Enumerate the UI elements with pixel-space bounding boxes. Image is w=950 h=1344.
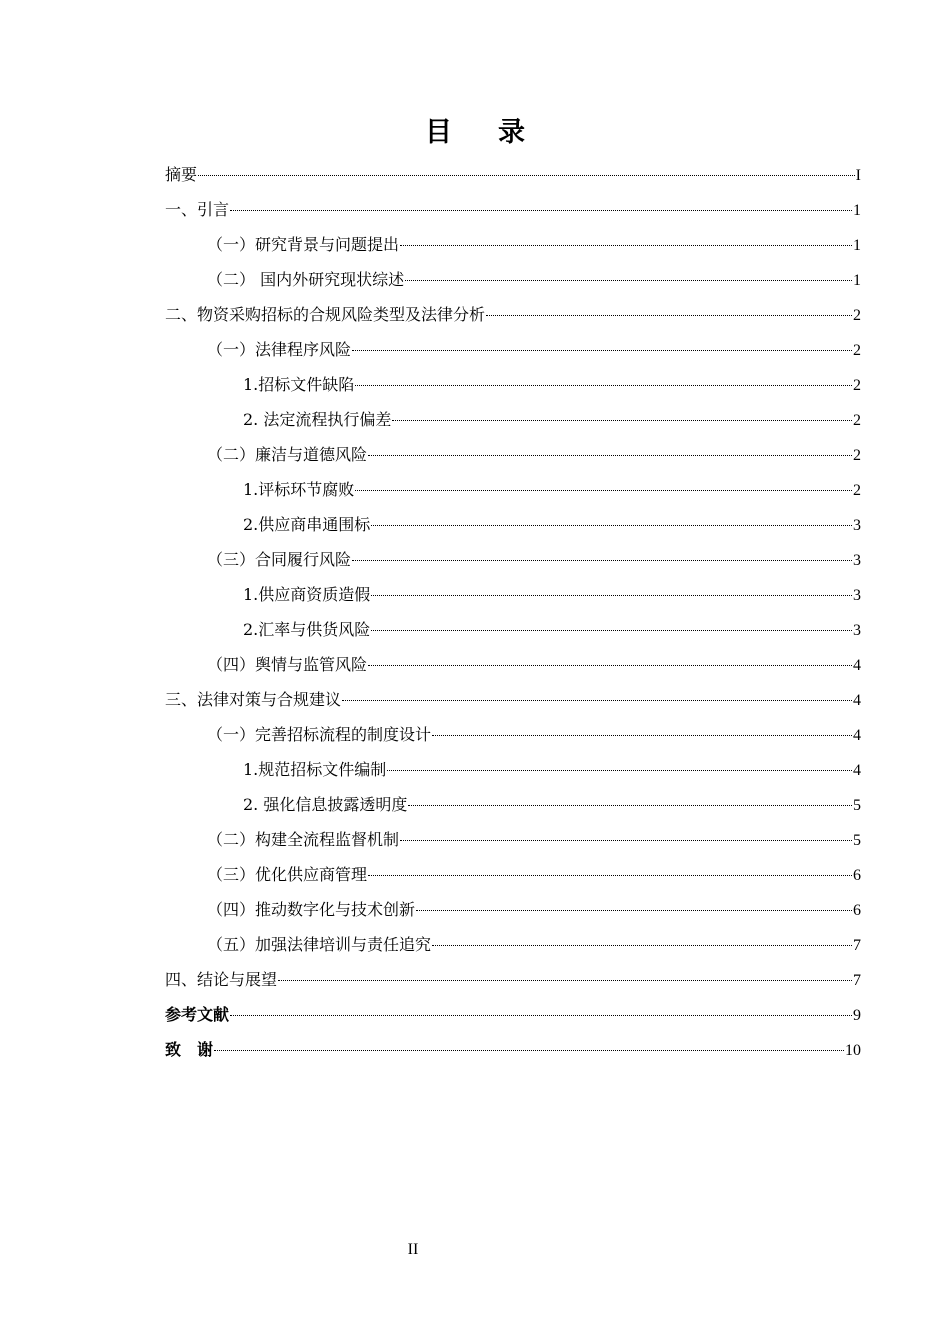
toc-entry-page: 2 <box>853 377 861 394</box>
toc-entry-label: 1.评标环节腐败 <box>243 480 355 499</box>
page-number: II <box>407 1241 419 1258</box>
toc-dot-leader <box>368 455 852 456</box>
toc-entry-label: （二）构建全流程监督机制 <box>207 830 400 849</box>
toc-entry-page: 1 <box>853 202 861 219</box>
toc-entry-page: 3 <box>853 552 861 569</box>
toc-entry[interactable] <box>165 332 861 367</box>
toc-entry-label: （三）合同履行风险 <box>207 550 352 569</box>
toc-dot-leader <box>486 315 852 316</box>
toc-entry-label: 2. 强化信息披露透明度 <box>243 795 408 814</box>
toc-entry[interactable] <box>165 227 861 262</box>
toc-entry[interactable] <box>165 787 861 822</box>
toc-entry-label: 二、物资采购招标的合规风险类型及法律分析 <box>165 305 486 324</box>
toc-dot-leader <box>278 980 852 981</box>
toc-entry-label: （一）法律程序风险 <box>207 340 352 359</box>
toc-dot-leader <box>355 385 852 386</box>
toc-dot-leader <box>416 910 852 911</box>
toc-entry-label: 2.供应商串通围标 <box>243 515 371 534</box>
toc-entry[interactable] <box>165 647 861 682</box>
toc-entry-page: 2 <box>853 342 861 359</box>
toc-entry[interactable] <box>165 367 861 402</box>
toc-entry-label: 1.招标文件缺陷 <box>243 375 355 394</box>
toc-entry-page: 1 <box>853 272 861 289</box>
toc-entry[interactable] <box>165 157 861 192</box>
toc-entry-label: （五）加强法律培训与责任追究 <box>207 935 432 954</box>
toc-entry-page: 2 <box>853 447 861 464</box>
toc-entry-page: 4 <box>853 727 861 744</box>
toc-entry-label: 1.规范招标文件编制 <box>243 760 387 779</box>
toc-entry[interactable] <box>165 857 861 892</box>
toc-dot-leader <box>352 560 852 561</box>
toc-dot-leader <box>387 770 852 771</box>
toc-entry-page: 9 <box>853 1007 861 1024</box>
toc-entry-label: 参考文献 <box>165 1005 230 1024</box>
toc-entry-label: 四、结论与展望 <box>165 970 278 989</box>
toc-dot-leader <box>342 700 852 701</box>
toc-entry[interactable] <box>165 472 861 507</box>
toc-entry[interactable] <box>165 752 861 787</box>
toc-entry-label: 致 谢 <box>165 1040 214 1059</box>
toc-entry-label: （二） 国内外研究现状综述 <box>207 270 405 289</box>
toc-entry[interactable] <box>165 1032 861 1067</box>
toc-entry-page: 10 <box>845 1042 861 1059</box>
toc-dot-leader <box>368 875 852 876</box>
toc-entry-label: 三、法律对策与合规建议 <box>165 690 342 709</box>
toc-dot-leader <box>198 175 855 176</box>
toc-list <box>165 157 861 1067</box>
toc-entry[interactable] <box>165 402 861 437</box>
toc-entry-label: 2.汇率与供货风险 <box>243 620 371 639</box>
toc-entry-page: 3 <box>853 622 861 639</box>
toc-entry-page: 3 <box>853 517 861 534</box>
toc-entry[interactable] <box>165 542 861 577</box>
toc-entry-label: （四）推动数字化与技术创新 <box>207 900 416 919</box>
toc-entry-page: 7 <box>853 937 861 954</box>
toc-entry[interactable] <box>165 192 861 227</box>
toc-entry-page: 4 <box>853 657 861 674</box>
toc-entry-page: 7 <box>853 972 861 989</box>
toc-dot-leader <box>371 525 852 526</box>
toc-dot-leader <box>368 665 852 666</box>
toc-entry-page: 6 <box>853 867 861 884</box>
toc-entry[interactable] <box>165 892 861 927</box>
toc-entry[interactable] <box>165 997 861 1032</box>
toc-title-part-1: 目 <box>425 117 452 148</box>
toc-entry-page: I <box>855 167 861 184</box>
toc-entry[interactable] <box>165 612 861 647</box>
toc-dot-leader <box>392 420 852 421</box>
toc-entry-label: 摘要 <box>165 165 198 184</box>
toc-entry[interactable] <box>165 682 861 717</box>
toc-dot-leader <box>214 1050 844 1051</box>
toc-dot-leader <box>230 1015 852 1016</box>
toc-entry[interactable] <box>165 577 861 612</box>
toc-dot-leader <box>432 945 852 946</box>
toc-entry[interactable] <box>165 437 861 472</box>
toc-entry-page: 2 <box>853 307 861 324</box>
toc-entry[interactable] <box>165 822 861 857</box>
toc-title-part-2: 录 <box>498 117 525 148</box>
toc-entry-label: （二）廉洁与道德风险 <box>207 445 368 464</box>
toc-dot-leader <box>432 735 852 736</box>
toc-entry[interactable] <box>165 507 861 542</box>
toc-dot-leader <box>405 280 852 281</box>
toc-dot-leader <box>230 210 852 211</box>
toc-dot-leader <box>355 490 852 491</box>
toc-entry[interactable] <box>165 962 861 997</box>
toc-entry-label: 1.供应商资质造假 <box>243 585 371 604</box>
toc-dot-leader <box>400 245 852 246</box>
toc-entry-page: 5 <box>853 832 861 849</box>
toc-entry-label: （四）舆情与监管风险 <box>207 655 368 674</box>
toc-entry-page: 4 <box>853 692 861 709</box>
toc-entry[interactable] <box>165 262 861 297</box>
toc-entry-page: 4 <box>853 762 861 779</box>
toc-entry[interactable] <box>165 297 861 332</box>
toc-entry-label: 2. 法定流程执行偏差 <box>243 410 392 429</box>
toc-entry-label: 一、引言 <box>165 200 230 219</box>
toc-dot-leader <box>371 595 852 596</box>
toc-dot-leader <box>408 805 852 806</box>
toc-entry-page: 6 <box>853 902 861 919</box>
toc-title <box>0 113 950 153</box>
toc-entry-page: 2 <box>853 412 861 429</box>
toc-dot-leader <box>371 630 852 631</box>
toc-entry[interactable] <box>165 927 861 962</box>
toc-entry-label: （一）研究背景与问题提出 <box>207 235 400 254</box>
toc-entry[interactable] <box>165 717 861 752</box>
toc-entry-page: 5 <box>853 797 861 814</box>
toc-dot-leader <box>352 350 852 351</box>
toc-entry-page: 3 <box>853 587 861 604</box>
toc-entry-page: 2 <box>853 482 861 499</box>
toc-entry-label: （三）优化供应商管理 <box>207 865 368 884</box>
toc-entry-label: （一）完善招标流程的制度设计 <box>207 725 432 744</box>
toc-dot-leader <box>400 840 852 841</box>
toc-entry-page: 1 <box>853 237 861 254</box>
